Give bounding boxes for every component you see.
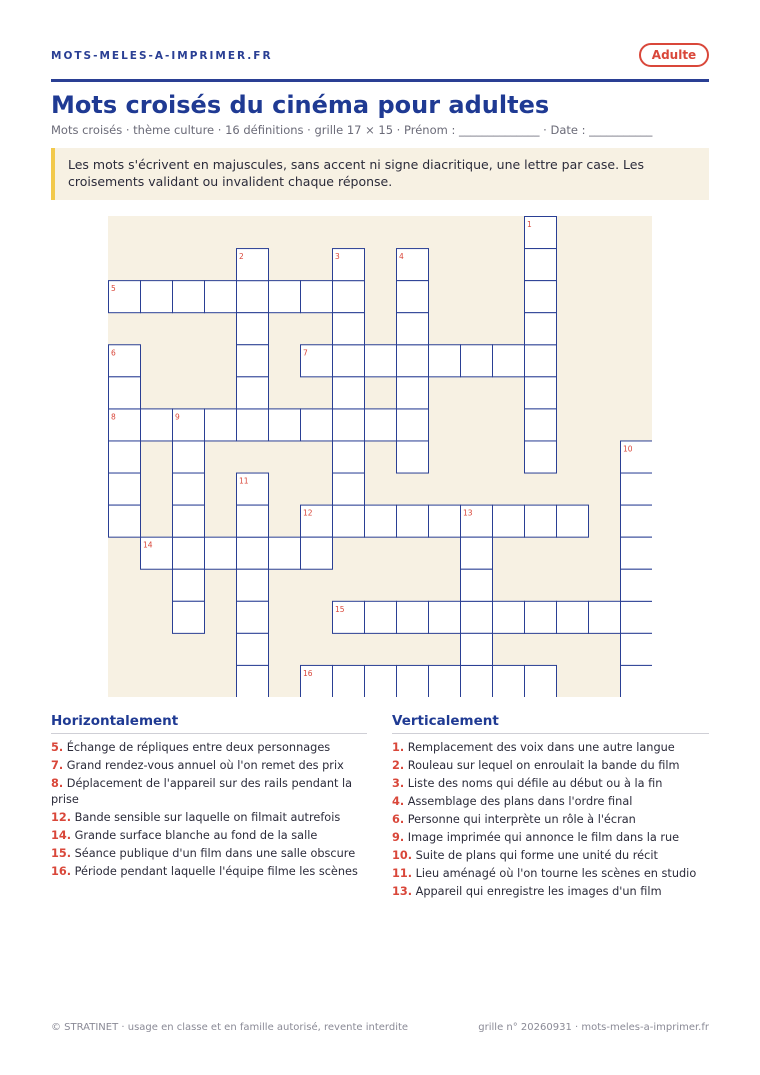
grid-cell[interactable] xyxy=(205,281,237,313)
grid-cell[interactable] xyxy=(429,505,461,537)
clue-number: 15. xyxy=(51,847,72,860)
grid-cell[interactable] xyxy=(237,281,269,313)
grid-cell[interactable] xyxy=(173,537,205,569)
grid-cell[interactable] xyxy=(589,601,621,633)
grid-cell[interactable] xyxy=(301,409,333,441)
down-rule xyxy=(392,733,709,734)
across-heading: Horizontalement xyxy=(51,713,179,729)
cell-number: 12 xyxy=(303,508,313,518)
grid-cell[interactable] xyxy=(109,377,141,409)
clue-text: Échange de répliques entre deux personnages xyxy=(63,741,331,754)
grid-cell[interactable] xyxy=(493,345,525,377)
down-clue xyxy=(392,776,709,792)
grid-cell[interactable] xyxy=(109,505,141,537)
grid-cell[interactable] xyxy=(397,345,429,377)
grid-cell[interactable] xyxy=(333,505,365,537)
grid-cell[interactable] xyxy=(269,537,301,569)
footer-grid-id: grille n° 20260931 · mots-meles-a-imprimer.fr xyxy=(478,1022,709,1033)
cell-number: 7 xyxy=(303,348,308,358)
grid-cell[interactable] xyxy=(173,601,205,633)
across-clue xyxy=(51,810,367,826)
grid-cell[interactable] xyxy=(397,665,429,697)
grid-cell[interactable] xyxy=(397,441,429,473)
grid-cell[interactable] xyxy=(365,505,397,537)
grid-cell[interactable] xyxy=(397,313,429,345)
level-badge: Adulte xyxy=(639,43,709,67)
grid-cell[interactable] xyxy=(621,633,653,665)
grid-cell[interactable] xyxy=(493,665,525,697)
clue-text: Lieu aménagé où l'on tourne les scènes en studio xyxy=(412,867,697,880)
cell-number: 6 xyxy=(111,348,116,358)
grid-cell[interactable] xyxy=(461,345,493,377)
across-clue xyxy=(51,828,367,844)
grid-cell[interactable] xyxy=(173,281,205,313)
grid-cell[interactable] xyxy=(557,505,589,537)
grid-cell[interactable] xyxy=(269,409,301,441)
grid-cell[interactable] xyxy=(493,505,525,537)
grid-cell[interactable] xyxy=(237,633,269,665)
grid-cell[interactable] xyxy=(333,345,365,377)
across-rule xyxy=(51,733,367,734)
grid-cell[interactable] xyxy=(109,473,141,505)
grid-cell[interactable] xyxy=(397,409,429,441)
clue-number: 8. xyxy=(51,777,64,790)
grid-cell[interactable] xyxy=(141,409,173,441)
grid-cell[interactable] xyxy=(333,281,365,313)
grid-cell[interactable] xyxy=(237,377,269,409)
grid-cell[interactable] xyxy=(237,537,269,569)
clue-text: Déplacement de l'appareil sur des rails pendant la prise xyxy=(51,777,353,806)
grid-cell[interactable] xyxy=(333,665,365,697)
grid-cell[interactable] xyxy=(461,569,493,601)
grid-cell[interactable] xyxy=(429,601,461,633)
grid-cell[interactable] xyxy=(205,409,237,441)
clue-number: 6. xyxy=(392,813,405,826)
grid-cell[interactable] xyxy=(525,249,557,281)
grid-cell[interactable] xyxy=(461,633,493,665)
clue-text: Remplacement des voix dans une autre langue xyxy=(404,741,675,754)
cell-number: 3 xyxy=(335,252,340,262)
clue-number: 12. xyxy=(51,811,72,824)
cell-number: 15 xyxy=(335,604,345,614)
grid-cell[interactable] xyxy=(173,569,205,601)
clue-text: Rouleau sur lequel on enroulait la bande du film xyxy=(404,759,680,772)
clue-number: 10. xyxy=(392,849,413,862)
grid-cell[interactable] xyxy=(557,601,589,633)
cell-number: 2 xyxy=(239,252,244,262)
footer-copyright: © STRATINET · usage en classe et en famille autorisé, revente interdite xyxy=(51,1022,409,1033)
grid-cell[interactable] xyxy=(173,441,205,473)
clue-text: Bande sensible sur laquelle on filmait autrefois xyxy=(71,811,341,824)
clue-text: Grande surface blanche au fond de la salle xyxy=(71,829,318,842)
clue-text: Assemblage des plans dans l'ordre final xyxy=(404,795,633,808)
grid-cell[interactable] xyxy=(237,569,269,601)
grid-cell[interactable] xyxy=(429,665,461,697)
clue-text: Période pendant laquelle l'équipe filme les scènes xyxy=(71,865,358,878)
clue-number: 11. xyxy=(392,867,413,880)
grid-cell[interactable] xyxy=(365,601,397,633)
cell-number: 16 xyxy=(303,668,313,678)
cell-number: 11 xyxy=(239,476,249,486)
clue-number: 13. xyxy=(392,885,413,898)
grid-cell[interactable] xyxy=(525,665,557,697)
grid-cell[interactable] xyxy=(525,281,557,313)
grid-cell[interactable] xyxy=(461,665,493,697)
grid-cell[interactable] xyxy=(333,377,365,409)
clue-number: 7. xyxy=(51,759,64,772)
grid-cell[interactable] xyxy=(621,537,653,569)
grid-cell[interactable] xyxy=(621,473,653,505)
grid-cell[interactable] xyxy=(525,313,557,345)
down-clue xyxy=(392,812,709,828)
grid-cell[interactable] xyxy=(397,505,429,537)
down-clue xyxy=(392,830,709,846)
cell-number: 5 xyxy=(111,284,116,294)
down-clue xyxy=(392,758,709,774)
grid-cell[interactable] xyxy=(173,505,205,537)
grid-cell[interactable] xyxy=(365,345,397,377)
clue-text: Séance publique d'un film dans une salle obscure xyxy=(71,847,356,860)
cell-number: 8 xyxy=(111,412,116,422)
grid-cell[interactable] xyxy=(365,665,397,697)
grid-cell[interactable] xyxy=(173,473,205,505)
across-clue-list xyxy=(51,738,367,880)
grid-cell[interactable] xyxy=(237,601,269,633)
cell-number: 14 xyxy=(143,540,153,550)
clue-number: 5. xyxy=(51,741,64,754)
instructions-note: Les mots s'écrivent en majuscules, sans accent ni signe diacritique, une lettre par case. Les croisements validant ou invalident chaque réponse. xyxy=(51,148,709,200)
page-subtitle: Mots croisés · thème culture · 16 définitions · grille 17 × 15 · Prénom : ______________ · Date : ___________ xyxy=(51,123,653,137)
clue-text: Grand rendez-vous annuel où l'on remet des prix xyxy=(63,759,344,772)
clue-number: 3. xyxy=(392,777,405,790)
clue-number: 14. xyxy=(51,829,72,842)
across-clue xyxy=(51,864,367,880)
grid-cell[interactable] xyxy=(109,441,141,473)
clue-number: 4. xyxy=(392,795,405,808)
clue-text: Image imprimée qui annonce le film dans la rue xyxy=(404,831,680,844)
grid-cell[interactable] xyxy=(525,377,557,409)
grid-cell[interactable] xyxy=(237,505,269,537)
grid-cell[interactable] xyxy=(397,377,429,409)
grid-cell[interactable] xyxy=(525,441,557,473)
site-name: MOTS-MELES-A-IMPRIMER.FR xyxy=(51,50,273,62)
cell-number: 4 xyxy=(399,252,404,262)
clue-text: Personne qui interprète un rôle à l'écran xyxy=(404,813,636,826)
down-clue xyxy=(392,794,709,810)
grid-cell[interactable] xyxy=(365,409,397,441)
cell-number: 1 xyxy=(527,220,532,229)
clue-text: Suite de plans qui forme une unité du récit xyxy=(412,849,658,862)
grid-cell[interactable] xyxy=(621,665,653,697)
grid-cell[interactable] xyxy=(205,537,237,569)
grid-cell[interactable] xyxy=(397,601,429,633)
across-clue xyxy=(51,758,367,774)
grid-cell[interactable] xyxy=(333,409,365,441)
clue-text: Liste des noms qui défile au début ou à la fin xyxy=(404,777,663,790)
grid-cell[interactable] xyxy=(301,537,333,569)
grid-cell[interactable] xyxy=(525,505,557,537)
grid-cell[interactable] xyxy=(621,569,653,601)
crossword-grid xyxy=(108,216,652,697)
down-clue xyxy=(392,866,709,882)
across-clue xyxy=(51,740,367,756)
page-title: Mots croisés du cinéma pour adultes xyxy=(51,91,550,119)
grid-cell[interactable] xyxy=(621,601,653,633)
grid-cell[interactable] xyxy=(141,281,173,313)
grid-cell[interactable] xyxy=(333,441,365,473)
grid-cell[interactable] xyxy=(525,601,557,633)
grid-cell[interactable] xyxy=(525,345,557,377)
grid-cell[interactable] xyxy=(429,345,461,377)
down-clue-list xyxy=(392,738,709,900)
grid-cell[interactable] xyxy=(461,601,493,633)
grid-cell[interactable] xyxy=(301,281,333,313)
grid-cell[interactable] xyxy=(621,505,653,537)
cell-number: 9 xyxy=(175,412,180,422)
grid-cell[interactable] xyxy=(237,665,269,697)
clue-text: Appareil qui enregistre les images d'un film xyxy=(412,885,662,898)
down-heading: Verticalement xyxy=(392,713,499,729)
grid-cell[interactable] xyxy=(237,345,269,377)
clue-number: 16. xyxy=(51,865,72,878)
down-clue xyxy=(392,848,709,864)
header-rule xyxy=(51,79,709,82)
grid-cell[interactable] xyxy=(269,281,301,313)
clue-number: 2. xyxy=(392,759,405,772)
down-clue xyxy=(392,884,709,900)
grid-cell[interactable] xyxy=(237,409,269,441)
clue-number: 1. xyxy=(392,741,405,754)
cell-number: 10 xyxy=(623,444,633,454)
grid-cell[interactable] xyxy=(333,313,365,345)
grid-cell[interactable] xyxy=(397,281,429,313)
grid-cell[interactable] xyxy=(461,537,493,569)
down-clue xyxy=(392,740,709,756)
across-clue xyxy=(51,776,367,808)
clue-number: 9. xyxy=(392,831,405,844)
grid-cell[interactable] xyxy=(493,601,525,633)
grid-cell[interactable] xyxy=(333,473,365,505)
cell-number: 13 xyxy=(463,508,473,518)
crossword-grid-svg xyxy=(108,216,652,697)
grid-cell[interactable] xyxy=(237,313,269,345)
across-clue xyxy=(51,846,367,862)
grid-cell[interactable] xyxy=(525,409,557,441)
